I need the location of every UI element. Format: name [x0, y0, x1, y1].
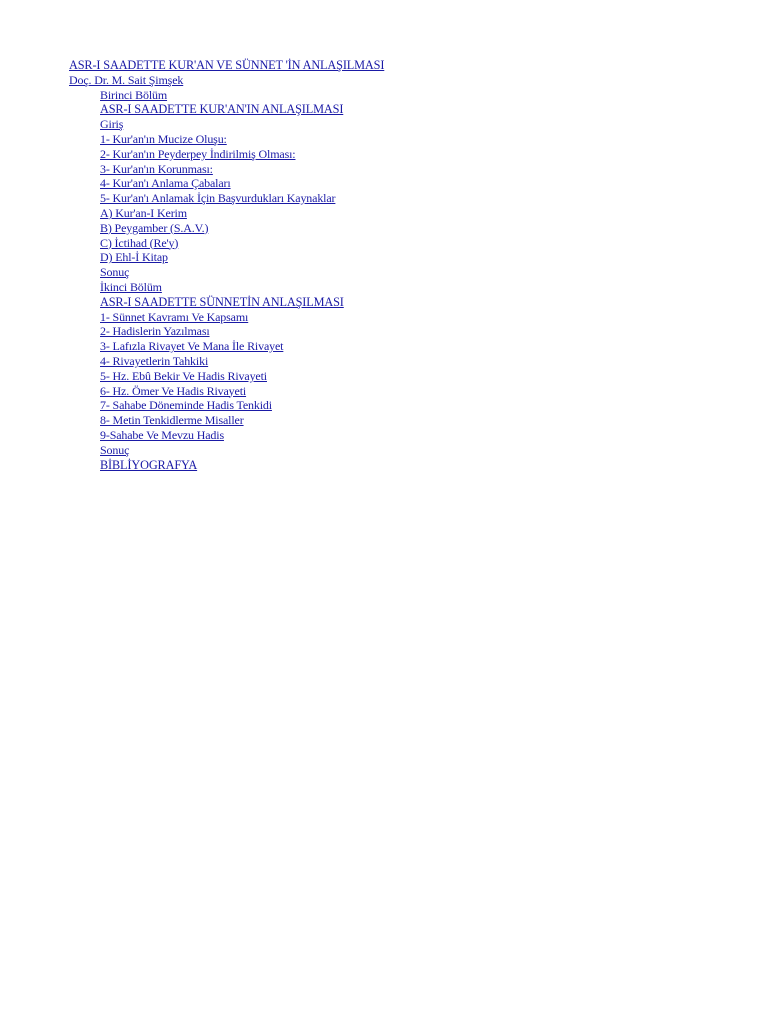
toc-item [69, 280, 384, 295]
toc-item [69, 117, 384, 132]
toc-link-mevzu-hadis[interactable]: 9-Sahabe Ve Mevzu Hadis [100, 427, 224, 442]
toc-link-ikinci-bolum[interactable]: İkinci Bölüm [100, 279, 162, 294]
toc-title-row [69, 58, 384, 73]
toc-link-omer[interactable]: 6- Hz. Ömer Ve Hadis Rivayeti [100, 383, 247, 398]
toc-item [69, 236, 384, 251]
toc-link-sonuc-1[interactable]: Sonuç [100, 265, 130, 280]
document-title-link[interactable]: ASR-I SAADETTE KUR'AN VE SÜNNET 'İN ANLAŞILMASI [69, 58, 385, 72]
toc-link-korunmasi[interactable]: 3- Kur'an'ın Korunması: [100, 161, 213, 176]
toc-link-bibliyografya[interactable]: BİBLİYOGRAFYA [100, 457, 198, 472]
toc-link-birinci-bolum[interactable]: Birinci Bölüm [100, 87, 168, 102]
toc-link-sonuc-2[interactable]: Sonuç [100, 442, 130, 457]
author-link[interactable]: Doç. Dr. M. Sait Şimşek [69, 72, 184, 87]
toc-link-hadis-yazilmasi[interactable]: 2- Hadislerin Yazılması [100, 324, 210, 339]
toc-item [69, 324, 384, 339]
toc-item [69, 339, 384, 354]
toc-link-ehl-i-kitap[interactable]: D) Ehl-İ Kitap [100, 250, 168, 265]
toc-link-ebu-bekir[interactable]: 5- Hz. Ebû Bekir Ve Hadis Rivayeti [100, 368, 267, 383]
toc-link-kuran-kerim[interactable]: A) Kur'an-I Kerim [100, 205, 187, 220]
toc-item [69, 88, 384, 103]
toc-link-anlama-cabalari[interactable]: 4- Kur'an'ı Anlama Çabaları [100, 176, 231, 191]
toc-item [69, 162, 384, 177]
toc-item [69, 413, 384, 428]
toc-link-lafiz-mana-rivayet[interactable]: 3- Lafızla Rivayet Ve Mana İle Rivayet [100, 339, 284, 354]
toc-author-row [69, 73, 384, 88]
toc-link-mucize[interactable]: 1- Kur'an'ın Mucize Oluşu: [100, 131, 227, 146]
toc-item [69, 398, 384, 413]
toc-item [69, 369, 384, 384]
toc-item [69, 384, 384, 399]
toc-link-ictihad[interactable]: C) İctihad (Re'y) [100, 235, 179, 250]
toc-item [69, 147, 384, 162]
toc-item [69, 295, 384, 310]
toc-item [69, 428, 384, 443]
toc-link-sunnet-kavrami[interactable]: 1- Sünnet Kavramı Ve Kapsamı [100, 309, 249, 324]
toc-link-rivayet-tahkiki[interactable]: 4- Rivayetlerin Tahkiki [100, 353, 209, 368]
toc-item [69, 250, 384, 265]
toc-link-peyderpey[interactable]: 2- Kur'an'ın Peyderpey İndirilmiş Olması: [100, 146, 296, 161]
toc-item [69, 265, 384, 280]
toc-item [69, 443, 384, 458]
toc-item [69, 102, 384, 117]
toc-item [69, 354, 384, 369]
toc-link-peygamber[interactable]: B) Peygamber (S.A.V.) [100, 220, 209, 235]
toc-item [69, 176, 384, 191]
toc-item [69, 310, 384, 325]
toc-item [69, 458, 384, 473]
toc-link-sunnet-anlasilmasi[interactable]: ASR-I SAADETTE SÜNNETİN ANLAŞILMASI [100, 294, 344, 309]
toc-link-kaynaklar[interactable]: 5- Kur'an'ı Anlamak İçin Başvurdukları Kaynaklar [100, 191, 336, 206]
table-of-contents [69, 58, 384, 472]
toc-item [69, 191, 384, 206]
toc-item [69, 132, 384, 147]
toc-link-metin-tenkid[interactable]: 8- Metin Tenkidlerme Misaller [100, 413, 244, 428]
toc-link-hadis-tenkidi[interactable]: 7- Sahabe Döneminde Hadis Tenkidi [100, 398, 272, 413]
toc-item [69, 221, 384, 236]
toc-link-giris[interactable]: Giriş [100, 117, 124, 132]
toc-item [69, 206, 384, 221]
toc-link-kuran-anlasilmasi[interactable]: ASR-I SAADETTE KUR'AN'IN ANLAŞILMASI [100, 102, 344, 117]
